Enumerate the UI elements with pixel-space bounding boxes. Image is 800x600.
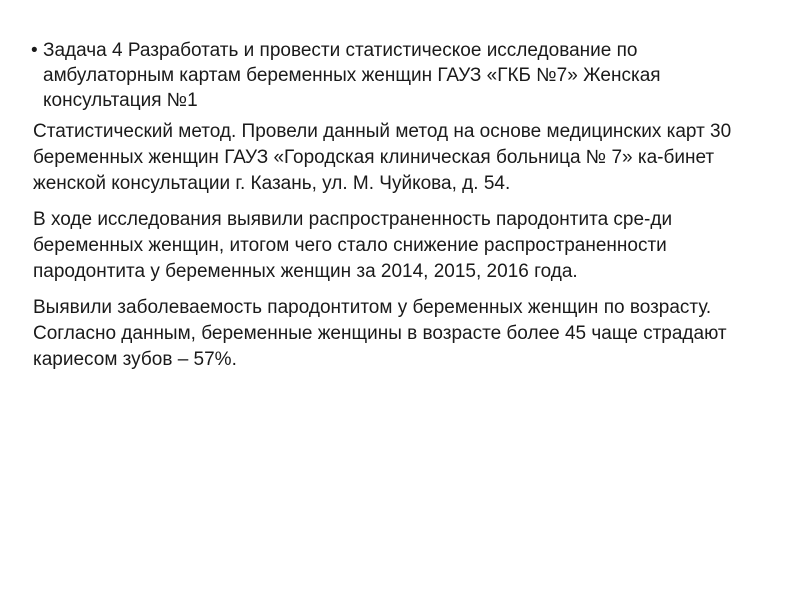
task-text: Задача 4 Разработать и провести статистическое исследование по амбулаторным картам беременных женщин ГАУЗ «ГКБ №7» Женская консультация №1	[43, 40, 661, 111]
method-paragraph: Статистический метод. Провели данный метод на основе медицинских карт 30 беременных женщин ГАУЗ «Городская клиническая больница № 7» ка-бинет женской консультации г. Казань, ул. М. Чуйкова, д. 54.	[33, 121, 732, 194]
bullet-marker: •	[31, 40, 38, 61]
task-bullet-item	[33, 38, 768, 113]
findings-paragraph: В ходе исследования выявили распространенность пародонтита сре-ди беременных женщин, итогом чего стало снижение распространенности пародонтита у беременных женщин за 2014, 2015, 2016 года.	[33, 209, 673, 282]
slide-content	[33, 38, 768, 383]
age-findings-paragraph: Выявили заболеваемость пародонтитом у беременных женщин по возрасту. Согласно данным, беременные женщины в возрасте более 45 чаще страдают кариесом зубов – 57%.	[33, 297, 727, 370]
